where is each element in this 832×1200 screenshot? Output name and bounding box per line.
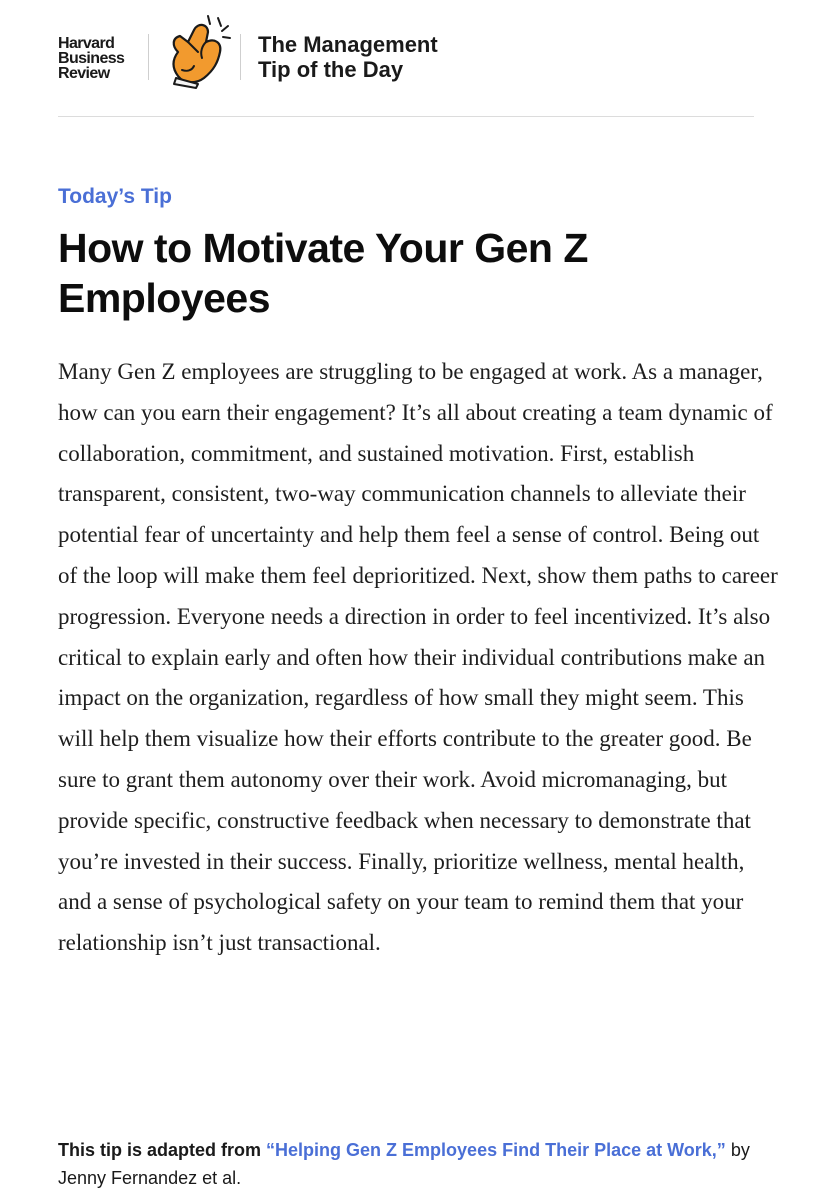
article-title: How to Motivate Your Gen Z Employees <box>58 225 588 321</box>
series-title <box>258 32 438 82</box>
snapping-hand-icon <box>158 12 234 90</box>
logo-line-3: Review <box>58 65 110 82</box>
logo-line-2: Business <box>58 50 125 67</box>
source-footnote <box>58 1136 778 1192</box>
series-title-line-1: The Management <box>258 32 438 57</box>
header-divider-right <box>240 34 241 80</box>
header-separator <box>58 116 754 117</box>
article-body: Many Gen Z employees are struggling to be engaged at work. As a manager, how can you earn their engagement? It’s all about creating a team dynamic of collaboration, commitment, and sustained motivation. First, establish transparent, consistent, two-way communication channels to alleviate their potential fear of uncertainty and help them feel a sense of control. Being out of the loop will make them feel deprioritized. Next, show them paths to career progression. Everyone needs a direction in order to feel incentivized. It’s also critical to explain early and often how their individual contributions make an impact on the organization, regardless of how small they might seem. This will help them visualize how their efforts contribute to the greater good. Be sure to grant them autonomy over their work. Avoid micromanaging, but provide specific, constructive feedback when necessary to demonstrate that you’re invested in their success. Finally, prioritize wellness, mental health, and a sense of psychological safety on your team to remind them that your relationship isn’t just transactional. <box>58 359 778 956</box>
section-eyebrow: Today’s Tip <box>58 185 172 208</box>
series-title-line-2: Tip of the Day <box>258 57 404 82</box>
source-article-link[interactable]: “Helping Gen Z Employees Find Their Place at Work,” <box>266 1140 726 1160</box>
footnote-author: by Jenny Fernandez et al. <box>58 1140 750 1188</box>
hbr-logo[interactable] <box>58 36 124 81</box>
header-divider-left <box>148 34 149 80</box>
newsletter-header <box>58 12 758 102</box>
hand-fill <box>174 25 221 82</box>
logo-line-1: Harvard <box>58 35 115 52</box>
footnote-prefix: This tip is adapted from <box>58 1140 262 1160</box>
